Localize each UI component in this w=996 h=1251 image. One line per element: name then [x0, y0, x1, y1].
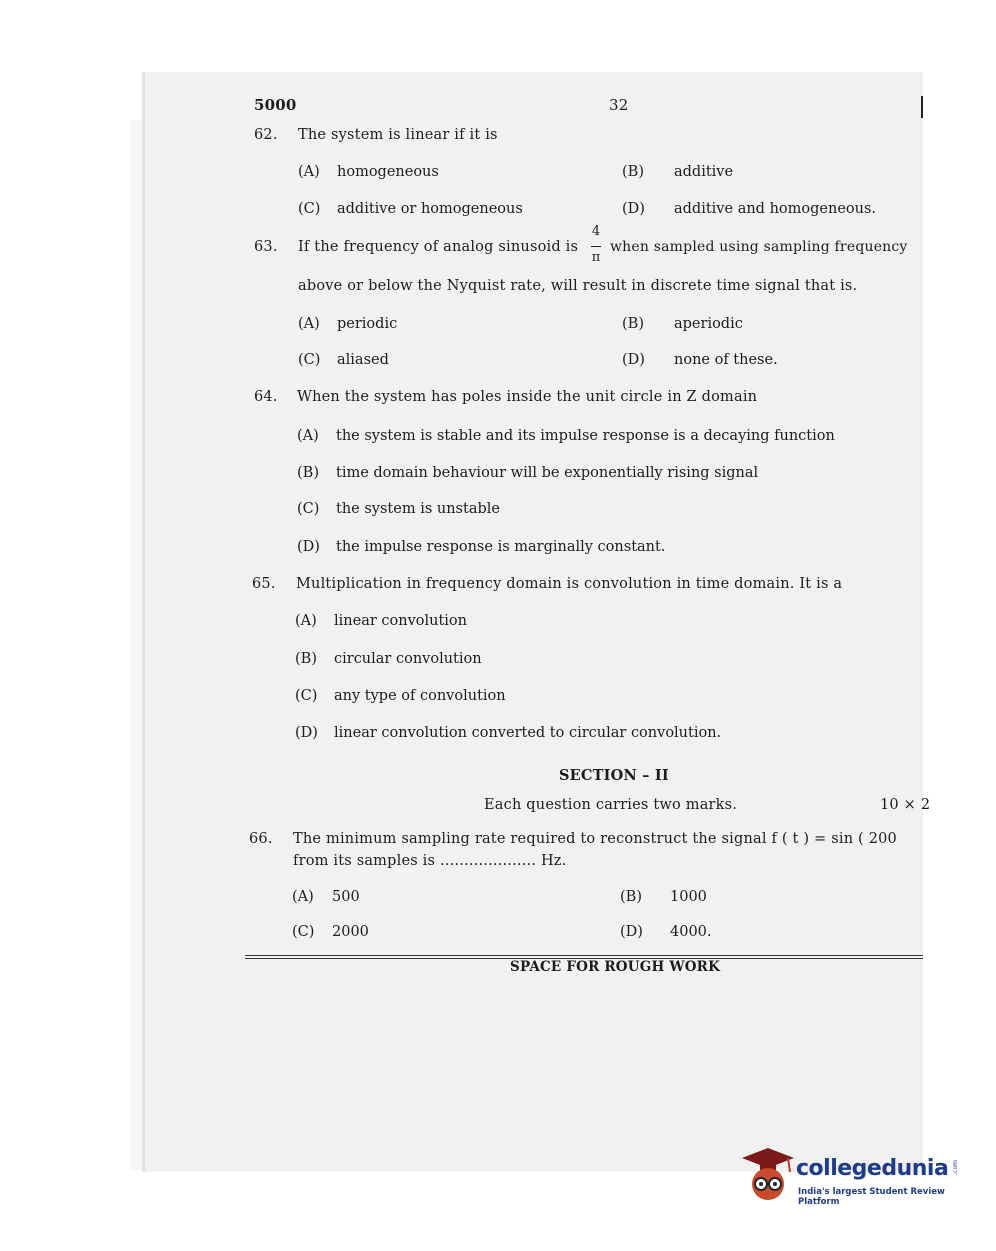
fraction-numerator: 4 [591, 224, 601, 239]
q62-option-b-text: additive [674, 164, 734, 180]
question-62-text: The system is linear if it is [298, 127, 498, 143]
collegedunia-logo [738, 1142, 968, 1212]
fraction-bar [591, 246, 601, 247]
paper-edge [130, 120, 146, 1170]
divider-top [245, 955, 923, 956]
q64-option-a-label: (A) [297, 428, 319, 444]
q66-option-d-text: 4000. [670, 924, 712, 940]
q65-option-b-text: circular convolution [334, 651, 482, 667]
q64-option-d-text: the impulse response is marginally constant. [336, 539, 666, 555]
page-number: 32 [609, 96, 629, 114]
q66-option-c-label: (C) [292, 924, 315, 940]
question-64-text: When the system has poles inside the unit circle in Z domain [297, 389, 758, 405]
q64-option-c-label: (C) [297, 501, 320, 517]
fraction-denominator: π [591, 250, 601, 265]
q65-option-a-label: (A) [295, 613, 317, 629]
q62-option-a-label: (A) [298, 164, 320, 180]
rough-work-label: SPACE FOR ROUGH WORK [510, 959, 721, 975]
logo-wordmark: collegedunia [796, 1156, 949, 1181]
margin-mark [921, 96, 923, 118]
question-63-text-part1: If the frequency of analog sinusoid is [298, 239, 579, 255]
q62-option-b-label: (B) [622, 164, 644, 180]
q62-option-d-text: additive and homogeneous. [674, 201, 877, 217]
question-63-number: 63. [254, 239, 278, 255]
question-66-text-line2: from its samples is .................... Hz. [293, 853, 567, 869]
q66-option-c-text: 2000 [332, 924, 369, 940]
question-63-text-line2: above or below the Nyquist rate, will result in discrete time signal that is. [298, 278, 858, 294]
q64-option-b-label: (B) [297, 465, 319, 481]
section-instruction: Each question carries two marks. [484, 797, 738, 813]
q64-option-a-text: the system is stable and its impulse response is a decaying function [336, 428, 835, 444]
q66-option-d-label: (D) [620, 924, 643, 940]
q66-option-b-label: (B) [620, 889, 642, 905]
section-marks: 10 × 2 [880, 797, 931, 813]
q63-option-d-label: (D) [622, 352, 645, 368]
q64-option-d-label: (D) [297, 539, 320, 555]
question-63-text-part2: when sampled using sampling frequency [610, 239, 908, 255]
question-66-number: 66. [249, 831, 273, 847]
paper-code: 5000 [254, 96, 297, 114]
q65-option-a-text: linear convolution [334, 613, 467, 629]
question-62-number: 62. [254, 127, 278, 143]
logo-tagline: India's largest Student Review Platform [798, 1187, 945, 1207]
q62-option-c-label: (C) [298, 201, 321, 217]
q64-option-c-text: the system is unstable [336, 501, 500, 517]
q65-option-b-label: (B) [295, 651, 317, 667]
question-65-number: 65. [252, 576, 276, 592]
q63-option-b-label: (B) [622, 316, 644, 332]
q66-option-a-text: 500 [332, 889, 360, 905]
q66-option-a-label: (A) [292, 889, 314, 905]
q62-option-a-text: homogeneous [337, 164, 439, 180]
question-65-text: Multiplication in frequency domain is convolution in time domain. It is a [296, 576, 843, 592]
q65-option-d-label: (D) [295, 725, 318, 741]
q63-option-a-label: (A) [298, 316, 320, 332]
q62-option-d-label: (D) [622, 201, 645, 217]
q64-option-b-text: time domain behaviour will be exponentially rising signal [336, 465, 759, 481]
q65-option-c-label: (C) [295, 688, 318, 704]
q63-option-c-label: (C) [298, 352, 321, 368]
section-title: SECTION – II [559, 767, 669, 784]
q63-option-b-text: aperiodic [674, 316, 743, 332]
question-64-number: 64. [254, 389, 278, 405]
question-66-text: The minimum sampling rate required to reconstruct the signal f ( t ) = sin ( 200 [293, 831, 897, 847]
q63-option-c-text: aliased [337, 352, 389, 368]
q65-option-c-text: any type of convolution [334, 688, 506, 704]
logo-domain-suffix: .com [952, 1160, 959, 1175]
q63-option-d-text: none of these. [674, 352, 778, 368]
mascot-icon [738, 1144, 796, 1206]
q65-option-d-text: linear convolution converted to circular convolution. [334, 725, 722, 741]
q66-option-b-text: 1000 [670, 889, 707, 905]
q63-option-a-text: periodic [337, 316, 398, 332]
q62-option-c-text: additive or homogeneous [337, 201, 523, 217]
exam-page [145, 72, 923, 1172]
